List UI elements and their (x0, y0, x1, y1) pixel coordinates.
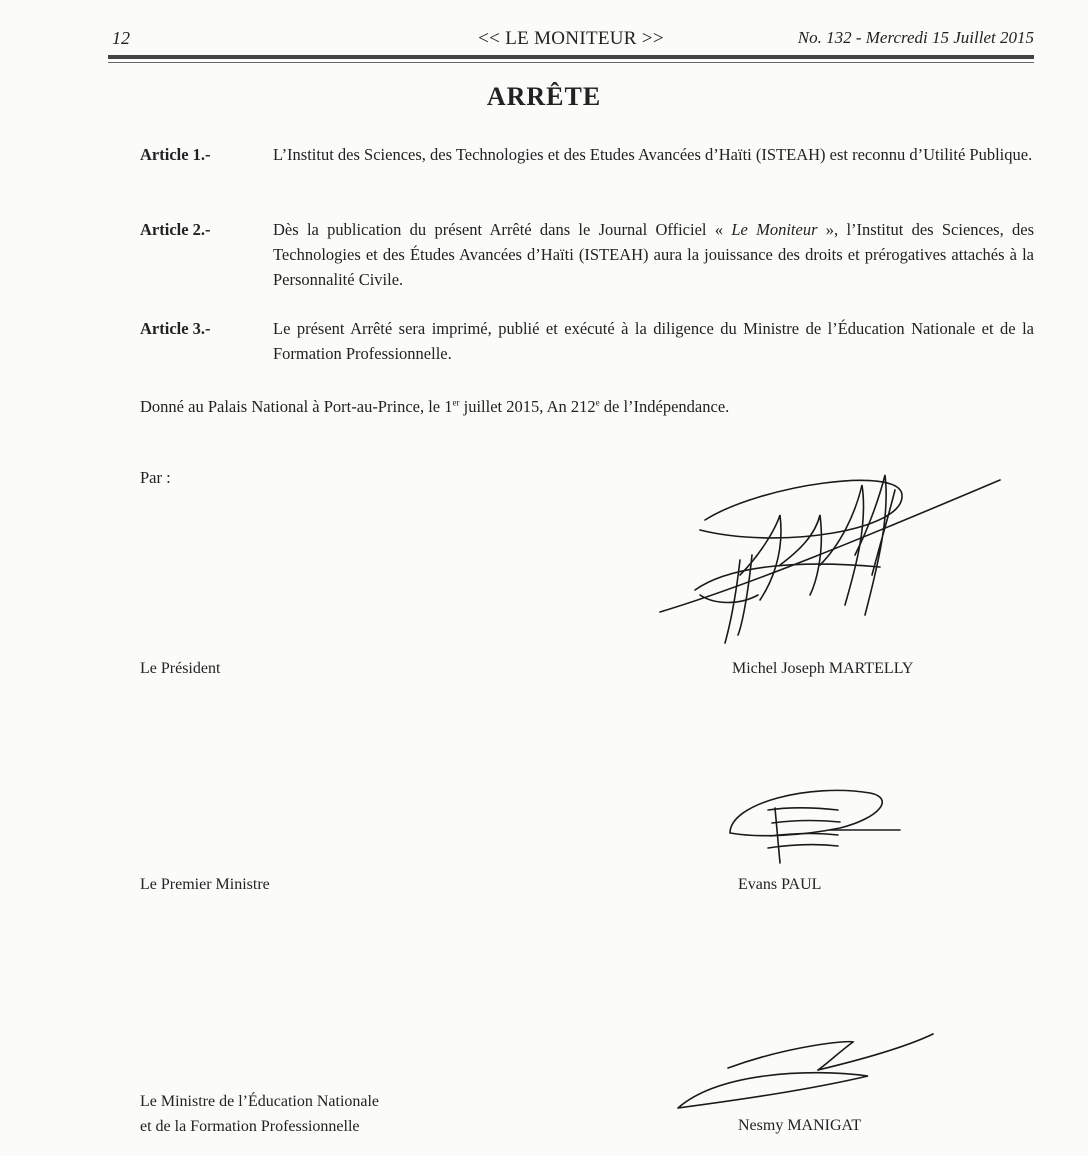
issue-date: No. 132 - Mercredi 15 Juillet 2015 (797, 28, 1034, 47)
page-header (108, 28, 1034, 52)
article-text: Dès la publication du présent Arrêté dans le Journal Officiel « Le Moniteur », l’Institut des Sciences, des Technologies et des Études Avancées d’Haïti (ISTEAH) aura la jouissance des droits et prérogatives attachés à la Personnalité Civile. (273, 220, 1034, 289)
article-text: L’Institut des Sciences, des Technologies et des Etudes Avancées d’Haïti (ISTEAH) est reconnu d’Utilité Publique. (273, 145, 1033, 164)
president-signature-icon (640, 455, 1020, 655)
ministre-education-role: Le Ministre de l’Éducation Nationale et de la Formation Professionnelle (140, 1093, 380, 1135)
article-label: Article 3.- (140, 319, 211, 338)
document-title: ARRÊTE (486, 82, 602, 111)
article-text: Le présent Arrêté sera imprimé, publié et exécuté à la diligence du Ministre de l’Éducation Nationale et de la Formation Professionnelle. (273, 319, 1034, 363)
header-rule-thin (108, 62, 1034, 63)
article-label: Article 1.- (140, 145, 211, 164)
premier-ministre-name: Evans PAUL (738, 876, 822, 893)
article-3 (140, 316, 1034, 366)
president-name: Michel Joseph MARTELLY (732, 660, 914, 677)
par-label: Par : (140, 468, 171, 487)
header-rule-thick (108, 55, 1034, 59)
premier-ministre-signature-icon (720, 778, 920, 868)
article-1 (140, 142, 1034, 167)
page-number: 12 (112, 28, 130, 48)
given-at-line: Donné au Palais National à Port-au-Prince, le 1er juillet 2015, An 212e de l’Indépendance. (140, 397, 730, 416)
premier-ministre-role: Le Premier Ministre (140, 876, 270, 893)
article-label: Article 2.- (140, 220, 211, 239)
journal-name: Le Moniteur (731, 220, 818, 239)
ministre-education-signature-icon (668, 1028, 948, 1118)
president-role: Le Président (140, 660, 221, 677)
publication-name: << LE MONITEUR >> (478, 28, 664, 49)
bleed-through-decoration (180, 615, 184, 635)
article-2 (140, 217, 1034, 292)
ministre-education-name: Nesmy MANIGAT (738, 1117, 862, 1134)
